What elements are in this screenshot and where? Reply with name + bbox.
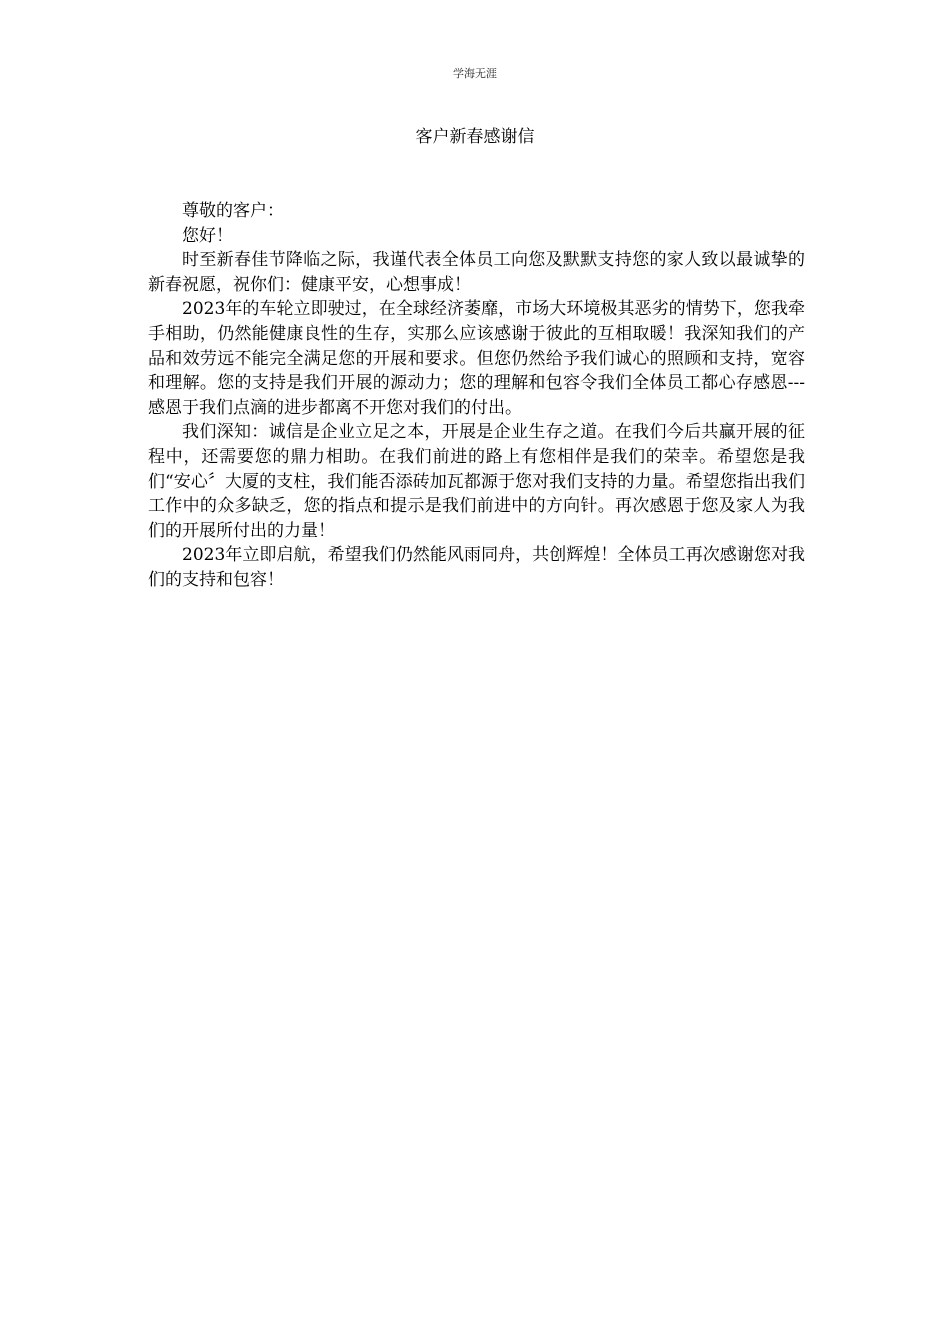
greeting: 您好！: [182, 225, 233, 246]
closing-paragraph: 2023年立即启航，希望我们仍然能风雨同舟，共创辉煌！全体员工再次感谢您对我们的支持和包容！: [148, 545, 805, 590]
body-paragraph: 时至新春佳节降临之际，我谨代表全体员工向您及默默支持您的家人致以最诚挚的新春祝愿，祝你们：健康平安，心想事成！: [148, 250, 805, 295]
page-header: 学海无涯: [453, 67, 497, 80]
salutation: 尊敬的客户：: [182, 201, 284, 221]
body-paragraph: 2023年的车轮立即驶过，在全球经济萎靡，市场大环境极其恶劣的情势下，您我牵手相助，仍然能健康良性的生存，实那么应该感谢于彼此的互相取暖！我深知我们的产品和效劳远不能完全满足您的开展和要求。但您仍然给予我们诚心的照顾和支持，宽容和理解。您的支持是我们开展的源动力；您的理解和包容令我们全体员工都心存感恩--- 感恩于我们点滴的进步都离不开您对我们的付出。: [148, 299, 805, 418]
letter-body: [148, 199, 805, 593]
body-paragraph: 我们深知：诚信是企业立足之本，开展是企业生存之道。在我们今后共赢开展的征程中，还需要您的鼎力相助。在我们前进的路上有您相伴是我们的荣幸。希望您是我们“安心〞大厦的支柱，我们能否添砖加瓦都源于您对我们支持的力量。希望您指出我们工作中的众多缺乏，您的指点和提示是我们前进中的方向针。再次感恩于您及家人为我们的开展所付出的力量！: [148, 422, 805, 541]
document-title: 客户新春感谢信: [415, 127, 535, 147]
